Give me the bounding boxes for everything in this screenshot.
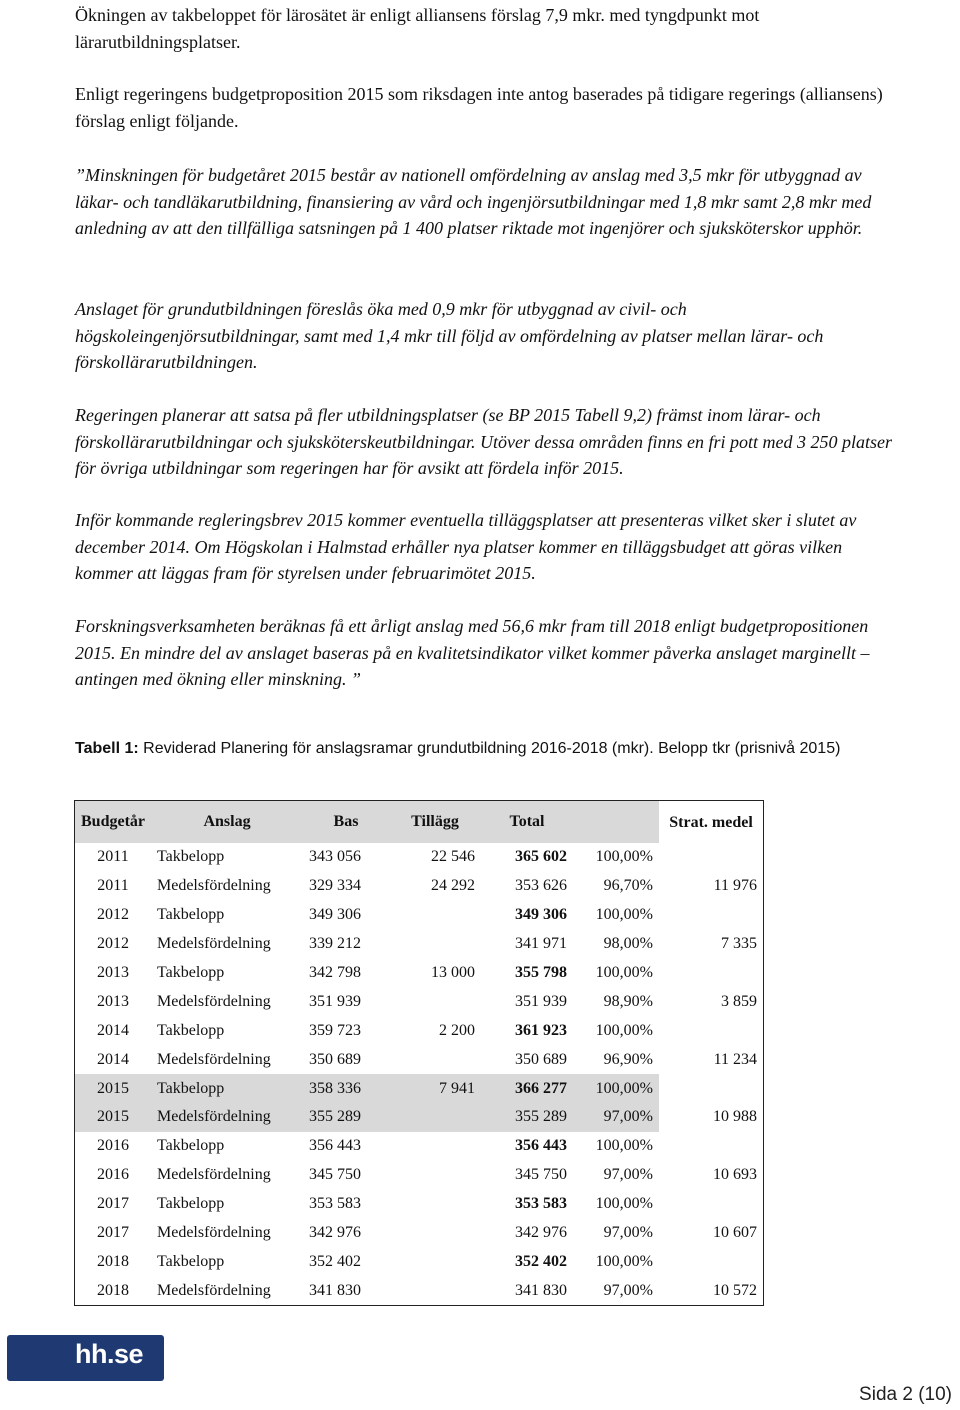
cell-bas: 355 289 (303, 1103, 389, 1132)
table-row (75, 987, 764, 1016)
cell-strat-medel: 10 572 (713, 1281, 757, 1299)
cell-tillagg: 2 200 (439, 1021, 475, 1039)
cell-strat-medel (659, 901, 764, 930)
cell-tillagg: 7 941 (389, 1074, 481, 1103)
cell-tillagg: 24 292 (431, 877, 475, 895)
cell-strat-medel: 10 607 (713, 1224, 757, 1242)
cell-year: 2018 (97, 1252, 129, 1270)
cell-bas: 359 723 (309, 1021, 361, 1039)
cell-tillagg (389, 1247, 481, 1276)
table-row (75, 872, 764, 901)
cell-strat-medel: 10 693 (713, 1166, 757, 1184)
cell-anslag: Takbelopp (157, 1021, 225, 1039)
cell-anslag: Medelsfördelning (157, 1281, 271, 1299)
table-row (75, 930, 764, 959)
cell-total: 341 971 (515, 935, 567, 953)
intro-paragraph-2: Enligt regeringens budgetproposition 2015 som riksdagen inte antog baserades på tidigare regerings (alliansens) förslag enligt följande. (75, 84, 883, 131)
cell-strat-medel (659, 959, 764, 988)
cell-tillagg (389, 901, 481, 930)
table-caption-label: Tabell 1: (75, 740, 139, 757)
cell-year: 2015 (75, 1103, 152, 1132)
cell-tillagg (389, 1132, 481, 1161)
cell-percent: 100,00% (595, 964, 653, 981)
cell-percent: 97,00% (603, 1166, 653, 1184)
cell-percent: 96,90% (603, 1050, 653, 1068)
cell-anslag: Medelsfördelning (151, 1103, 303, 1132)
quote-paragraph-1: ”Minskningen för budgetåret 2015 består av nationell omfördelning av anslag med 3,5 mkr för utbyggnad av läkar- och tandläkarutbildning, finansiering av vård och ingenjörsutbildningar med 1,8 mkr samt 2,8 mkr med anledning av att den tillfälliga satsningen på 1 400 platser riktade mot ingenjörer och sjuksköterskor upphör. (75, 165, 872, 238)
table-row (75, 1016, 764, 1045)
cell-total: 361 923 (515, 1021, 567, 1039)
cell-year: 2012 (97, 906, 129, 924)
cell-bas: 342 798 (309, 964, 361, 981)
cell-bas: 350 689 (309, 1050, 361, 1068)
cell-percent: 98,90% (603, 992, 653, 1010)
cell-tillagg: 22 546 (431, 848, 475, 866)
header-bas: Bas (303, 801, 389, 844)
quote-paragraph-3: Regeringen planerar att satsa på fler utbildningsplatser (se BP 2015 Tabell 9,2) främst inom lärar- och förskollärarutbildningar och sjuksköterskeutbildningar. Utöver dessa områden finns en fri pott med 3 250 platser för övriga utbildningar som regeringen har för avsikt att fördela inför 2015. (75, 405, 892, 478)
cell-strat-medel (659, 1074, 764, 1103)
cell-percent: 100,00% (573, 1074, 659, 1103)
cell-bas: 356 443 (309, 1137, 361, 1155)
cell-strat-medel: 11 976 (713, 877, 757, 895)
cell-bas: 353 583 (309, 1195, 361, 1213)
cell-bas: 341 830 (309, 1281, 361, 1299)
cell-bas: 349 306 (309, 906, 361, 924)
header-tillagg: Tillägg (389, 801, 481, 844)
cell-strat-medel: 10 988 (659, 1103, 764, 1132)
cell-percent: 100,00% (595, 1137, 653, 1155)
table-row (75, 1247, 764, 1276)
header-anslag: Anslag (151, 801, 303, 844)
quote-paragraph-4: Inför kommande regleringsbrev 2015 kommer eventuella tilläggsplatser att presenteras vilket sker i slutet av december 2014. Om Högskolan i Halmstad erhåller nya platser kommer en tilläggsbudget att göras vilken kommer att läggas fram för styrelsen under februarimötet 2015. (75, 510, 857, 583)
cell-year: 2016 (97, 1137, 129, 1155)
cell-total: 356 443 (515, 1137, 567, 1155)
cell-year: 2017 (97, 1195, 129, 1213)
cell-anslag: Takbelopp (157, 964, 225, 981)
cell-year: 2017 (97, 1224, 129, 1242)
cell-tillagg (389, 987, 481, 1016)
cell-tillagg (389, 1045, 481, 1074)
cell-total: 342 976 (515, 1224, 567, 1242)
intro-paragraph-1: Ökningen av takbeloppet för lärosätet är enligt alliansens förslag 7,9 mkr. med tyngdpunkt mot lärarutbildningsplatser. (75, 5, 760, 52)
cell-strat-medel: 3 859 (721, 992, 757, 1010)
cell-tillagg (389, 1190, 481, 1219)
cell-percent: 97,00% (573, 1103, 659, 1132)
cell-tillagg (389, 1161, 481, 1190)
cell-anslag: Takbelopp (157, 1252, 225, 1270)
table-row (75, 1132, 764, 1161)
cell-percent: 100,00% (595, 1195, 653, 1213)
cell-year: 2011 (97, 848, 129, 866)
cell-total: 365 602 (515, 848, 567, 866)
cell-anslag: Takbelopp (157, 1137, 225, 1155)
quote-paragraph-2: Anslaget för grundutbildningen föreslås öka med 0,9 mkr för utbyggnad av civil- och högskoleingenjörsutbildningar, samt med 1,4 mkr till följd av omfördelning av platser mellan lärar- och förskollärarutbildningen. (75, 299, 824, 372)
cell-year: 2014 (97, 1021, 129, 1039)
table-row (75, 1190, 764, 1219)
cell-anslag: Takbelopp (151, 1074, 303, 1103)
cell-bas: 358 336 (303, 1074, 389, 1103)
cell-strat-medel: 7 335 (721, 935, 757, 953)
cell-tillagg (389, 1276, 481, 1305)
cell-total: 353 626 (515, 877, 567, 895)
table-row (75, 1219, 764, 1248)
cell-bas: 339 212 (309, 935, 361, 953)
cell-anslag: Medelsfördelning (157, 1166, 271, 1184)
cell-anslag: Medelsfördelning (157, 877, 271, 895)
cell-percent: 96,70% (603, 877, 653, 895)
hh-logo (7, 1335, 164, 1381)
cell-tillagg (389, 930, 481, 959)
cell-total: 353 583 (515, 1195, 567, 1213)
cell-total: 355 289 (481, 1103, 573, 1132)
table-row (75, 1103, 764, 1132)
cell-year: 2011 (97, 877, 129, 895)
cell-total: 350 689 (515, 1050, 567, 1068)
header-strat-medel: Strat. medel (659, 801, 764, 844)
cell-year: 2013 (97, 992, 129, 1010)
cell-bas: 351 939 (309, 992, 361, 1010)
cell-strat-medel: 11 234 (713, 1050, 757, 1068)
cell-bas: 345 750 (309, 1166, 361, 1184)
cell-strat-medel (659, 1190, 764, 1219)
cell-anslag: Medelsfördelning (157, 1224, 271, 1242)
cell-year: 2012 (97, 935, 129, 953)
page-number: Sida 2 (10) (859, 1384, 952, 1405)
cell-total: 366 277 (481, 1074, 573, 1103)
cell-total: 349 306 (515, 906, 567, 924)
cell-tillagg: 13 000 (431, 964, 475, 981)
cell-strat-medel (659, 1132, 764, 1161)
header-total: Total (481, 801, 573, 844)
cell-percent: 100,00% (595, 1252, 653, 1270)
cell-percent: 97,00% (603, 1281, 653, 1299)
cell-year: 2015 (75, 1074, 152, 1103)
cell-anslag: Medelsfördelning (157, 1050, 271, 1068)
cell-anslag: Medelsfördelning (157, 992, 271, 1010)
cell-percent: 98,00% (603, 935, 653, 953)
cell-bas: 329 334 (309, 877, 361, 895)
cell-anslag: Medelsfördelning (157, 935, 271, 953)
cell-tillagg (389, 1103, 481, 1132)
quote-paragraph-5: Forskningsverksamheten beräknas få ett årligt anslag med 56,6 mkr fram till 2018 enligt budgetpropositionen 2015. En mindre del av anslaget baseras på en kvalitetsindikator vilket kommer påverka anslaget marginellt – antingen med ökning eller minskning. ” (75, 616, 870, 689)
cell-total: 341 830 (515, 1281, 567, 1299)
cell-total: 355 798 (515, 964, 567, 981)
table-row (75, 1074, 764, 1103)
table-row (75, 1045, 764, 1074)
cell-percent: 100,00% (595, 906, 653, 924)
budget-table (74, 800, 764, 1306)
table-row (75, 959, 764, 988)
table-row (75, 1276, 764, 1305)
table-caption-text: Reviderad Planering för anslagsramar grundutbildning 2016-2018 (mkr). Belopp tkr (prisnivå 2015) (138, 740, 841, 757)
cell-year: 2014 (97, 1050, 129, 1068)
cell-bas: 343 056 (309, 848, 361, 866)
cell-year: 2018 (97, 1281, 129, 1299)
cell-strat-medel (659, 843, 764, 872)
cell-anslag: Takbelopp (157, 906, 225, 924)
cell-anslag: Takbelopp (157, 848, 225, 866)
table-row (75, 1161, 764, 1190)
cell-percent: 100,00% (595, 1021, 653, 1039)
logo-text: hh.se (75, 1339, 144, 1369)
cell-total: 351 939 (515, 992, 567, 1010)
cell-bas: 352 402 (309, 1252, 361, 1270)
table-caption (75, 738, 895, 760)
cell-tillagg (389, 1219, 481, 1248)
table-body (75, 843, 764, 1306)
cell-total: 352 402 (515, 1252, 567, 1270)
cell-bas: 342 976 (309, 1224, 361, 1242)
cell-year: 2016 (97, 1166, 129, 1184)
header-budgetar: Budgetår (75, 801, 152, 844)
cell-anslag: Takbelopp (157, 1195, 225, 1213)
table-row (75, 901, 764, 930)
cell-strat-medel (659, 1247, 764, 1276)
cell-percent: 100,00% (595, 848, 653, 866)
table-row (75, 843, 764, 872)
table-header-row (75, 801, 764, 844)
header-percent (573, 801, 659, 844)
cell-strat-medel (659, 1016, 764, 1045)
cell-total: 345 750 (515, 1166, 567, 1184)
cell-year: 2013 (97, 964, 129, 981)
cell-percent: 97,00% (603, 1224, 653, 1242)
